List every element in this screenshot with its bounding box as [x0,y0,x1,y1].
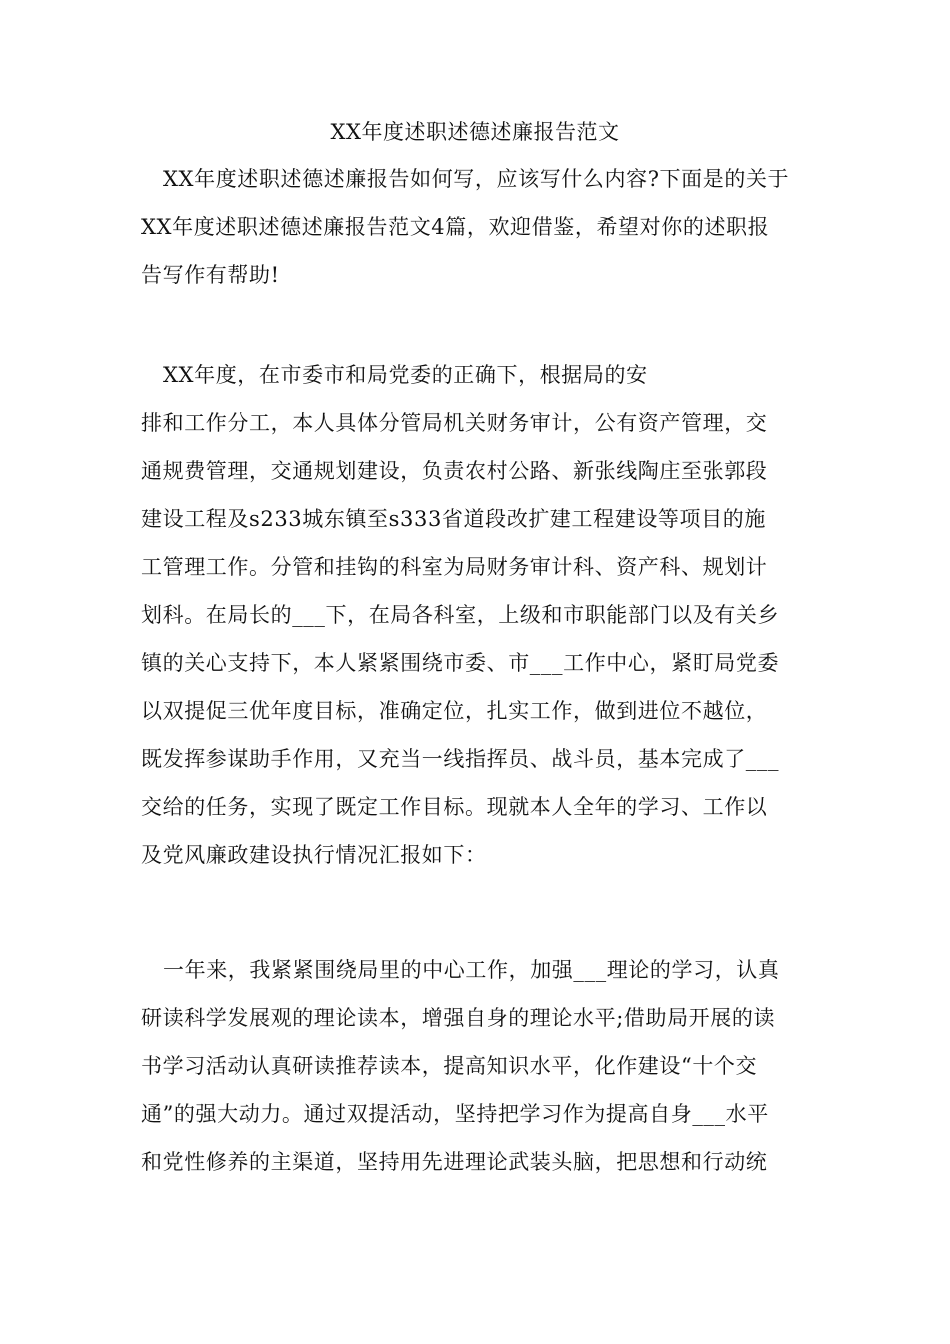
paragraph-line: 通规费管理，交通规划建设，负责农村公路、新张线陶庄至张郭段 [141,459,768,483]
paragraph-line: 交给的任务，实现了既定工作目标。现就本人全年的学习、工作以 [141,795,768,819]
paragraph-line: XX年度述职述德述廉报告范文4篇，欢迎借鉴，希望对你的述职报 [141,215,770,239]
paragraph-study [141,946,821,1186]
paragraph-overview [141,351,821,879]
paragraph-line: 既发挥参谋助手作用，又充当一线指挥员、战斗员，基本完成了___ [141,747,780,771]
paragraph-line: 建设工程及s233城东镇至s333省道段改扩建工程建设等项目的施 [141,507,766,531]
paragraph-line: 镇的关心支持下，本人紧紧围绕市委、市___工作中心，紧盯局党委 [141,651,780,675]
paragraph-line: 工管理工作。分管和挂钩的科室为局财务审计科、资产科、规划计 [141,555,768,579]
paragraph-line: XX年度，在市委市和局党委的正确下，根据局的安 [163,363,648,387]
paragraph-line: 排和工作分工，本人具体分管局机关财务审计，公有资产管理，交 [141,411,768,435]
document-title: XX年度述职述德述廉报告范文 [330,120,620,144]
paragraph-line: 告写作有帮助! [141,263,280,287]
paragraph-line: 通”的强大动力。通过双提活动，坚持把学习作为提高自身___水平 [141,1102,769,1126]
paragraph-line: XX年度述职述德述廉报告如何写，应该写什么内容?下面是的关于 [163,167,790,191]
paragraph-line: 研读科学发展观的理论读本，增强自身的理论水平;借助局开展的读 [141,1006,776,1030]
paragraph-intro [141,155,821,299]
paragraph-line: 以双提促三优年度目标，准确定位，扎实工作，做到进位不越位， [141,699,768,723]
paragraph-line: 书学习活动认真研读推荐读本，提高知识水平，化作建设“十个交 [141,1054,758,1078]
paragraph-line: 划科。在局长的___下，在局各科室，上级和市职能部门以及有关乡 [141,603,780,627]
paragraph-line: 一年来，我紧紧围绕局里的中心工作，加强___理论的学习，认真 [163,958,780,982]
paragraph-line: 和党性修养的主渠道，坚持用先进理论武装头脑，把思想和行动统 [141,1150,768,1174]
paragraph-line: 及党风廉政建设执行情况汇报如下： [141,843,487,867]
